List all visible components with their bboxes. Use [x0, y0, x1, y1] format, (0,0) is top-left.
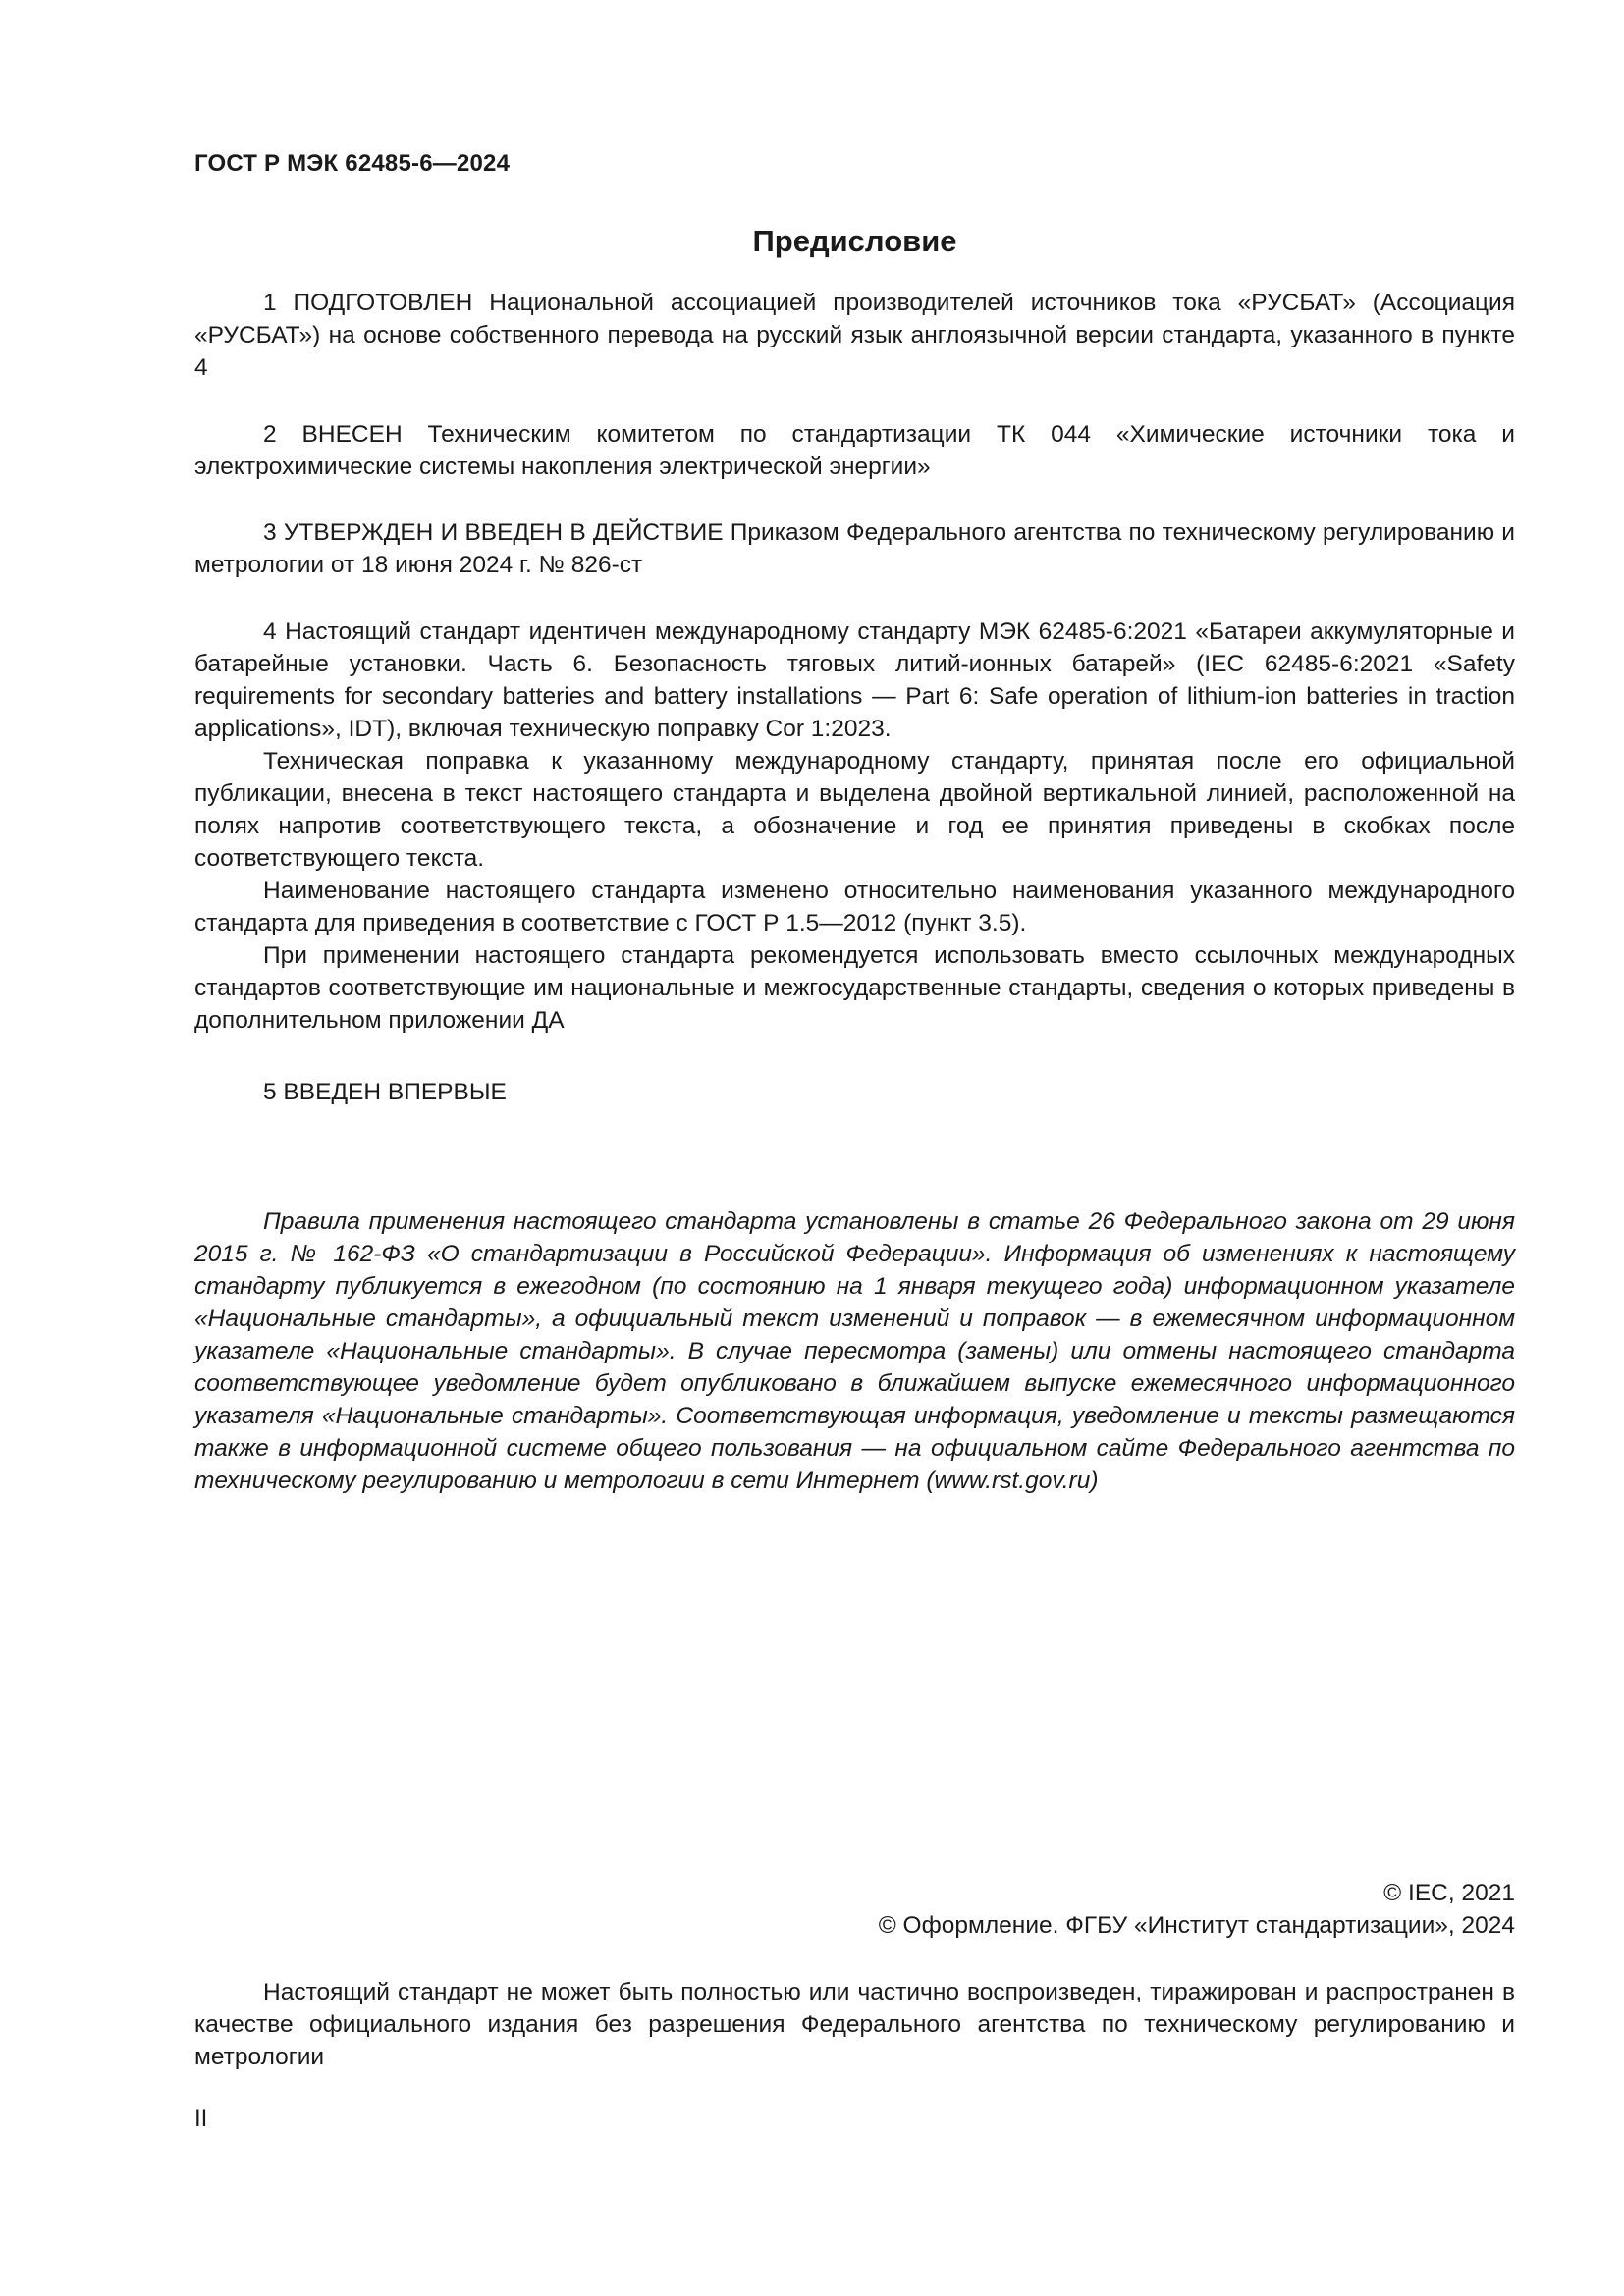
copyright-design: © Оформление. ФГБУ «Институт стандартизации», 2024	[878, 1912, 1515, 1939]
foreword-item-4-paragraph: Техническая поправка к указанному международному стандарту, принятая после его официальной публикации, внесена в текст настоящего стандарта и выделена двойной вертикальной линией, расположенной на полях напротив соответствующего текста, а обозначение и год ее принятия приведены в скобках после соответствующего текста.	[194, 748, 1515, 872]
foreword-item-4-paragraph: Наименование настоящего стандарта изменено относительно наименования указанного международного стандарта для приведения в соответствие с ГОСТ Р 1.5—2012 (пункт 3.5).	[194, 878, 1515, 936]
foreword-item-2-text: 2 ВНЕСЕН Техническим комитетом по стандартизации ТК 044 «Химические источники тока и электрохимические системы накопления электрической энергии»	[194, 421, 1515, 480]
page-number: II	[194, 2106, 208, 2132]
copyright-iec: © IEC, 2021	[1383, 1880, 1515, 1906]
foreword-item-4-paragraph: При применении настоящего стандарта рекомендуется использовать вместо ссылочных международных стандартов соответствующие им национальные и межгосударственные стандарты, сведения о которых приведены в дополнительном приложении ДА	[194, 942, 1515, 1034]
copyright-block	[879, 1877, 1515, 1942]
rules-notice-text: Правила применения настоящего стандарта установлены в статье 26 Федерального закона от 29 июня 2015 г. № 162-ФЗ «О стандартизации в Российской Федерации». Информация об изменениях к настоящему стандарту публикуется в ежегодном (по состоянию на 1 января текущего года) информационном указателе «Национальные стандарты», а официальный текст изменений и поправок — в ежемесячном информационном указателе «Национальные стандарты». В случае пересмотра (замены) или отмены настоящего стандарта соответствующее уведомление будет опубликовано в ближайшем выпуске ежемесячного информационного указателя «Национальные стандарты». Соответствующая информация, уведомление и тексты размещаются также в информационной системе общего пользования — на официальном сайте Федерального агентства по техническому регулированию и метрологии в сети Интернет (www.rst.gov.ru)	[194, 1208, 1515, 1494]
foreword-item-1	[194, 287, 1515, 384]
foreword-item-3	[194, 516, 1515, 581]
foreword-item-2	[194, 418, 1515, 483]
foreword-item-4	[194, 615, 1515, 1037]
foreword-item-5-text: 5 ВВЕДЕН ВПЕРВЫЕ	[263, 1079, 507, 1105]
reproduction-notice-block	[194, 1976, 1515, 2073]
foreword-item-3-text: 3 УТВЕРЖДЕН И ВВЕДЕН В ДЕЙСТВИЕ Приказом Федерального агентства по техническому регулированию и метрологии от 18 июня 2024 г. № 826-ст	[194, 519, 1515, 578]
foreword-item-4-paragraph: 4 Настоящий стандарт идентичен международному стандарту МЭК 62485-6:2021 «Батареи аккумуляторные и батарейные установки. Часть 6. Безопасность тяговых литий-ионных батарей» (IEC 62485-6:2021 «Safety requirements for secondary batteries and battery installations — Part 6: Safe operation of lithium-ion batteries in traction applications», IDT), включая техническую поправку Cor 1:2023.	[194, 618, 1515, 742]
reproduction-notice-text: Настоящий стандарт не может быть полностью или частично воспроизведен, тиражирован и распространен в качестве официального издания без разрешения Федерального агентства по техническому регулированию и метрологии	[194, 1979, 1515, 2070]
page-title: Предисловие	[752, 224, 957, 258]
document-code-header: ГОСТ Р МЭК 62485-6—2024	[194, 150, 511, 177]
foreword-item-5	[194, 1076, 1515, 1108]
rules-notice-block	[194, 1205, 1515, 1497]
foreword-item-1-text: 1 ПОДГОТОВЛЕН Национальной ассоциацией производителей источников тока «РУСБАТ» (Ассоциация «РУСБАТ») на основе собственного перевода на русский язык англоязычной версии стандарта, указанного в пункте 4	[194, 290, 1515, 381]
